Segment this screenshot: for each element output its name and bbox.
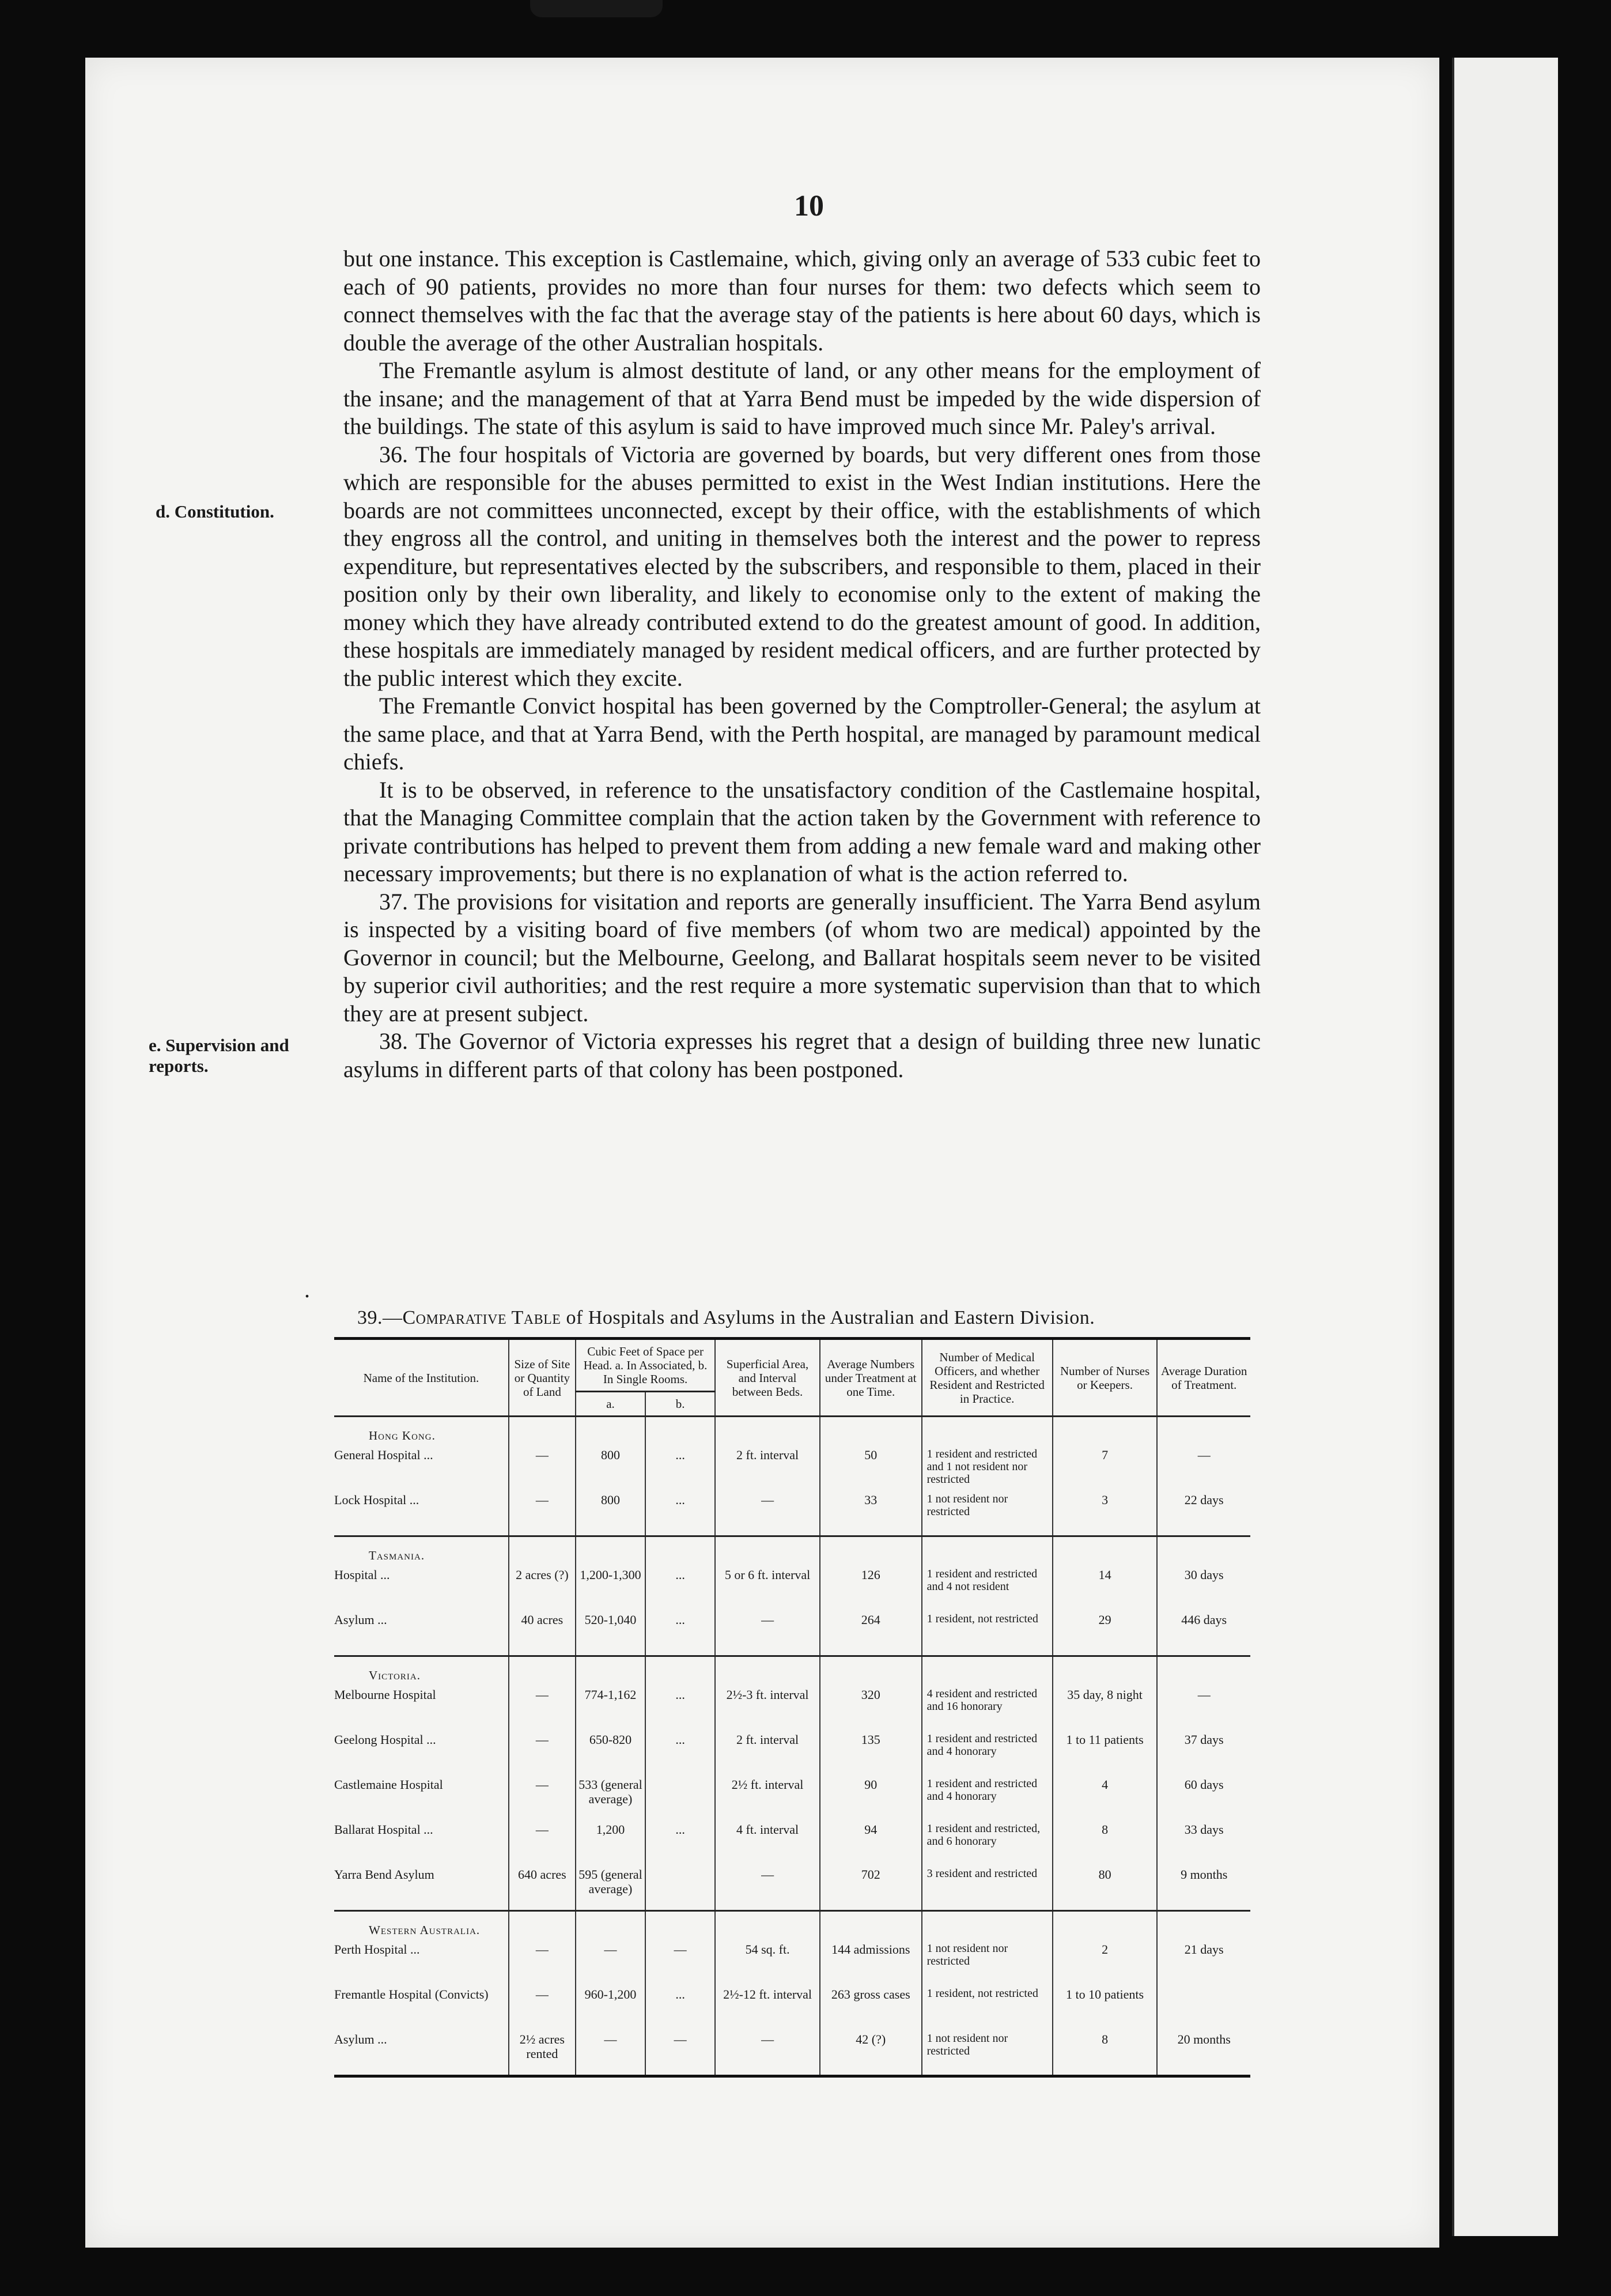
cell-area: — (715, 1490, 820, 1536)
header-name: Name of the Institution. (334, 1339, 509, 1417)
cell-name: Asylum ... (334, 2032, 387, 2046)
cell-a: 960-1,200 (576, 1985, 645, 2030)
header-site: Size of Site or Quantity of Land (509, 1339, 576, 1417)
paragraph: but one instance. This exception is Castlemaine, which, giving only an average of 533 cubic feet to each of 90 patients, provides no more than four nurses for them: two defects which seem to connect themselves with the fac that the average stay of the patients is here about 60 days, which is double the average of the other Australian hospitals. (343, 246, 1261, 356)
cell-site: — (509, 1445, 576, 1490)
paragraph: The Fremantle Convict hospital has been governed by the Comptroller-General; the asylum at the same place, and that at Yarra Bend, with the Perth hospital, are managed by paramount medical chiefs. (343, 693, 1261, 775)
group-spacer-cell (645, 1656, 715, 1686)
cell-nurses: 1 to 10 patients (1053, 1985, 1158, 2030)
group-spacer-cell (1157, 1656, 1250, 1686)
table-row (334, 1610, 1250, 1656)
cell-avg: 126 (820, 1565, 922, 1610)
page-number: 10 (794, 190, 824, 222)
cell-duration: 9 months (1157, 1865, 1250, 1911)
group-spacer-cell (576, 1656, 645, 1686)
cell-a: 800 (576, 1445, 645, 1490)
cell-officers: 1 resident and restricted and 4 honorary (922, 1775, 1053, 1820)
cell-officers: 1 resident and restricted and 4 honorary (922, 1730, 1053, 1775)
table-row (334, 1730, 1250, 1775)
cell-officers: 1 resident, not restricted (922, 1985, 1053, 2030)
cell-site: — (509, 1685, 576, 1730)
table-row (334, 1565, 1250, 1610)
cell-officers: 1 resident and restricted, and 6 honorary (922, 1820, 1053, 1865)
cell-area: 2½-12 ft. interval (715, 1985, 820, 2030)
cell-site: — (509, 1940, 576, 1985)
cell-duration: — (1157, 1445, 1250, 1490)
header-cubic: Cubic Feet of Space per Head. a. In Associated, b. In Single Rooms. (576, 1339, 715, 1392)
cell-b: ... (645, 1985, 715, 2030)
cell-a: — (576, 1940, 645, 1985)
group-spacer-cell (715, 1656, 820, 1686)
table-row (334, 1490, 1250, 1536)
cell-b: ... (645, 1820, 715, 1865)
header-duration: Average Duration of Treatment. (1157, 1339, 1250, 1417)
cell-nurses: 1 to 11 patients (1053, 1730, 1158, 1775)
cell-duration: 22 days (1157, 1490, 1250, 1536)
cell-area: — (715, 2030, 820, 2076)
group-spacer-cell (715, 1911, 820, 1940)
table-group-row (334, 1911, 1250, 1940)
group-spacer-cell (509, 1911, 576, 1940)
comparative-table (334, 1337, 1250, 2078)
table-row (334, 1985, 1250, 2030)
table-body (334, 1417, 1250, 2076)
group-spacer-cell (922, 1417, 1053, 1446)
cell-officers: 4 resident and restricted and 16 honorary (922, 1685, 1053, 1730)
group-spacer-cell (1157, 1536, 1250, 1566)
table-title (357, 1307, 1256, 1329)
cell-avg: 263 gross cases (820, 1985, 922, 2030)
cell-name: General Hospital ... (334, 1448, 433, 1462)
cell-avg: 42 (?) (820, 2030, 922, 2076)
cell-avg: 264 (820, 1610, 922, 1656)
cell-duration (1157, 1985, 1250, 2030)
cell-duration: 20 months (1157, 2030, 1250, 2076)
cell-avg: 90 (820, 1775, 922, 1820)
cell-area: — (715, 1610, 820, 1656)
cell-avg: 702 (820, 1865, 922, 1911)
group-spacer-cell (645, 1911, 715, 1940)
paragraph: It is to be observed, in reference to the unsatisfactory condition of the Castlemaine hospital, that the Managing Committee complain that the action taken by the Government with reference to private contributions has helped to prevent them from adding a new female ward and making other necessary improvements; but there is no explanation of what is the action referred to. (343, 776, 1261, 886)
cell-avg: 144 admissions (820, 1940, 922, 1985)
group-spacer-cell (922, 1656, 1053, 1686)
group-spacer-cell (645, 1536, 715, 1566)
cell-avg: 50 (820, 1445, 922, 1490)
cell-site: — (509, 1775, 576, 1820)
group-spacer-cell (715, 1536, 820, 1566)
group-spacer-cell (645, 1417, 715, 1446)
header-officers: Number of Medical Officers, and whether Resident and Restricted in Practice. (922, 1339, 1053, 1417)
cell-name: Fremantle Hospital (Convicts) (334, 1987, 489, 2002)
cell-a: 520-1,040 (576, 1610, 645, 1656)
cell-officers: 1 not resident nor restricted (922, 1490, 1053, 1536)
group-spacer-cell (509, 1417, 576, 1446)
cell-site: — (509, 1985, 576, 2030)
cell-b (645, 1865, 715, 1911)
table-row (334, 1445, 1250, 1490)
cell-b: ... (645, 1445, 715, 1490)
cell-name: Castlemaine Hospital (334, 1777, 443, 1792)
cell-a: — (576, 2030, 645, 2076)
cell-duration: 33 days (1157, 1820, 1250, 1865)
group-spacer-cell (1053, 1417, 1158, 1446)
group-spacer-cell (509, 1536, 576, 1566)
header-cubic-b: b. (645, 1392, 715, 1417)
group-spacer-cell (820, 1536, 922, 1566)
group-name: Western Australia. (334, 1911, 509, 1940)
cell-officers: 1 not resident nor restricted (922, 1940, 1053, 1985)
cell-b: ... (645, 1565, 715, 1610)
cell-site: — (509, 1490, 576, 1536)
group-name: Tasmania. (334, 1536, 509, 1566)
table-title-rest: of Hospitals and Asylums in the Australian and Eastern Division. (561, 1307, 1095, 1328)
cell-nurses: 3 (1053, 1490, 1158, 1536)
body-text (343, 245, 1261, 1083)
table-row (334, 1865, 1250, 1911)
group-name: Hong Kong. (369, 1429, 436, 1442)
cell-a: 1,200-1,300 (576, 1565, 645, 1610)
table-group-row (334, 1417, 1250, 1446)
group-spacer-cell (922, 1536, 1053, 1566)
cell-avg: 94 (820, 1820, 922, 1865)
cell-avg: 135 (820, 1730, 922, 1775)
cell-duration: 30 days (1157, 1565, 1250, 1610)
group-spacer-cell (576, 1417, 645, 1446)
cell-area: 2 ft. interval (715, 1730, 820, 1775)
cell-nurses: 14 (1053, 1565, 1158, 1610)
cell-name: Ballarat Hospital ... (334, 1822, 433, 1837)
paragraph: 36. The four hospitals of Victoria are governed by boards, but very different ones from those which are responsible for the abuses permitted to exist in the West Indian institutions. Here the boards are not committees unconnected, except by their office, with the establishments of which they engross all the control, and uniting in themselves both the interest and the power to repress expenditure, but representatives elected by the subscribers, and responsible to them, placed in their position only by their own liberality, and likely to economise only to the extent of making the money which they have already contributed extend to do the greatest amount of good. In addition, these hospitals are immediately managed by resident medical officers, and are further protected by the public interest which they excite. (343, 441, 1261, 691)
table-group-row (334, 1656, 1250, 1686)
table-title-smallcaps: Comparative Table (402, 1307, 561, 1328)
cell-a: 774-1,162 (576, 1685, 645, 1730)
table-title-prefix: 39.— (357, 1307, 403, 1328)
margin-note-supervision: e. Supervision and reports. (149, 1035, 289, 1076)
cell-officers: 1 resident and restricted and 1 not resident nor restricted (922, 1445, 1053, 1490)
binding-mark (530, 0, 663, 17)
cell-duration: 446 days (1157, 1610, 1250, 1656)
table-group-row (334, 1536, 1250, 1566)
header-cubic-a: a. (576, 1392, 645, 1417)
group-spacer-cell (1157, 1417, 1250, 1446)
cell-duration: 21 days (1157, 1940, 1250, 1985)
paragraph: 37. The provisions for visitation and reports are generally insufficient. The Yarra Bend asylum is inspected by a visiting board of five members (of whom two are medical) appointed by the Governor in council; but the Melbourne, Geelong, and Ballarat hospitals seem never to be visited by superior civil authorities; and the rest require a more systematic supervision than that to which they are at present subject. (343, 888, 1261, 1026)
cell-name: Hospital ... (334, 1568, 390, 1582)
group-spacer-cell (509, 1656, 576, 1686)
cell-area: 4 ft. interval (715, 1820, 820, 1865)
cell-b: ... (645, 1490, 715, 1536)
cell-name: Geelong Hospital ... (334, 1732, 436, 1747)
cell-nurses: 80 (1053, 1865, 1158, 1911)
group-spacer-cell (576, 1911, 645, 1940)
group-spacer-cell (715, 1417, 820, 1446)
cell-area: 54 sq. ft. (715, 1940, 820, 1985)
stray-mark: . (304, 1277, 310, 1302)
group-name: Victoria. (334, 1656, 509, 1686)
cell-name: Melbourne Hospital (334, 1687, 436, 1702)
cell-a: 800 (576, 1490, 645, 1536)
cell-duration: — (1157, 1685, 1250, 1730)
margin-note-constitution: d. Constitution. (156, 501, 274, 522)
cell-b: — (645, 1940, 715, 1985)
cell-b: ... (645, 1730, 715, 1775)
paragraph: 38. The Governor of Victoria expresses his regret that a design of building three new lunatic asylums in different parts of that colony has been postponed. (343, 1028, 1261, 1082)
group-spacer-cell (1053, 1911, 1158, 1940)
cell-nurses: 4 (1053, 1775, 1158, 1820)
cell-site: — (509, 1820, 576, 1865)
header-average: Average Numbers under Treatment at one Time. (820, 1339, 922, 1417)
group-spacer-cell (1053, 1656, 1158, 1686)
cell-site: 40 acres (509, 1610, 576, 1656)
cell-b: — (645, 2030, 715, 2076)
group-spacer-cell (820, 1911, 922, 1940)
cell-a: 650-820 (576, 1730, 645, 1775)
group-spacer-cell (1157, 1911, 1250, 1940)
group-spacer-cell (820, 1417, 922, 1446)
cell-officers: 3 resident and restricted (922, 1865, 1053, 1911)
cell-name: Yarra Bend Asylum (334, 1867, 434, 1882)
cell-site: 2½ acres rented (509, 2030, 576, 2076)
table-row (334, 1775, 1250, 1820)
group-spacer-cell (576, 1536, 645, 1566)
cell-a: 595 (general average) (576, 1865, 645, 1911)
cell-b: ... (645, 1685, 715, 1730)
cell-area: 5 or 6 ft. interval (715, 1565, 820, 1610)
cell-nurses: 7 (1053, 1445, 1158, 1490)
cell-nurses: 2 (1053, 1940, 1158, 1985)
group-spacer-cell (1053, 1536, 1158, 1566)
cell-nurses: 8 (1053, 1820, 1158, 1865)
cell-nurses: 8 (1053, 2030, 1158, 2076)
cell-site: — (509, 1730, 576, 1775)
cell-duration: 60 days (1157, 1775, 1250, 1820)
header-area: Superficial Area, and Interval between Beds. (715, 1339, 820, 1417)
cell-area: 2 ft. interval (715, 1445, 820, 1490)
cell-name: Asylum ... (334, 1613, 387, 1627)
cell-area: 2½ ft. interval (715, 1775, 820, 1820)
cell-avg: 320 (820, 1685, 922, 1730)
cell-site: 2 acres (?) (509, 1565, 576, 1610)
header-nurses: Number of Nurses or Keepers. (1053, 1339, 1158, 1417)
cell-officers: 1 resident and restricted and 4 not resident (922, 1565, 1053, 1610)
cell-area: 2½-3 ft. interval (715, 1685, 820, 1730)
group-spacer-cell (820, 1656, 922, 1686)
cell-name: Perth Hospital ... (334, 1942, 420, 1957)
cell-avg: 33 (820, 1490, 922, 1536)
cell-b (645, 1775, 715, 1820)
table-row (334, 2030, 1250, 2076)
paragraph: The Fremantle asylum is almost destitute of land, or any other means for the employment of the insane; and the management of that at Yarra Bend must be impeded by the wide dispersion of the buildings. The state of this asylum is said to have improved much since Mr. Paley's arrival. (343, 357, 1261, 439)
cell-officers: 1 resident, not restricted (922, 1610, 1053, 1656)
group-spacer-cell (922, 1911, 1053, 1940)
table-row (334, 1940, 1250, 1985)
cell-duration: 37 days (1157, 1730, 1250, 1775)
table-row (334, 1685, 1250, 1730)
cell-b: ... (645, 1610, 715, 1656)
cell-nurses: 35 day, 8 night (1053, 1685, 1158, 1730)
cell-name: Lock Hospital ... (334, 1493, 419, 1507)
cell-a: 533 (general average) (576, 1775, 645, 1820)
cell-site: 640 acres (509, 1865, 576, 1911)
cell-a: 1,200 (576, 1820, 645, 1865)
cell-officers: 1 not resident nor restricted (922, 2030, 1053, 2076)
adjacent-page-edge (1452, 58, 1558, 2236)
cell-nurses: 29 (1053, 1610, 1158, 1656)
cell-area: — (715, 1865, 820, 1911)
table-row (334, 1820, 1250, 1865)
